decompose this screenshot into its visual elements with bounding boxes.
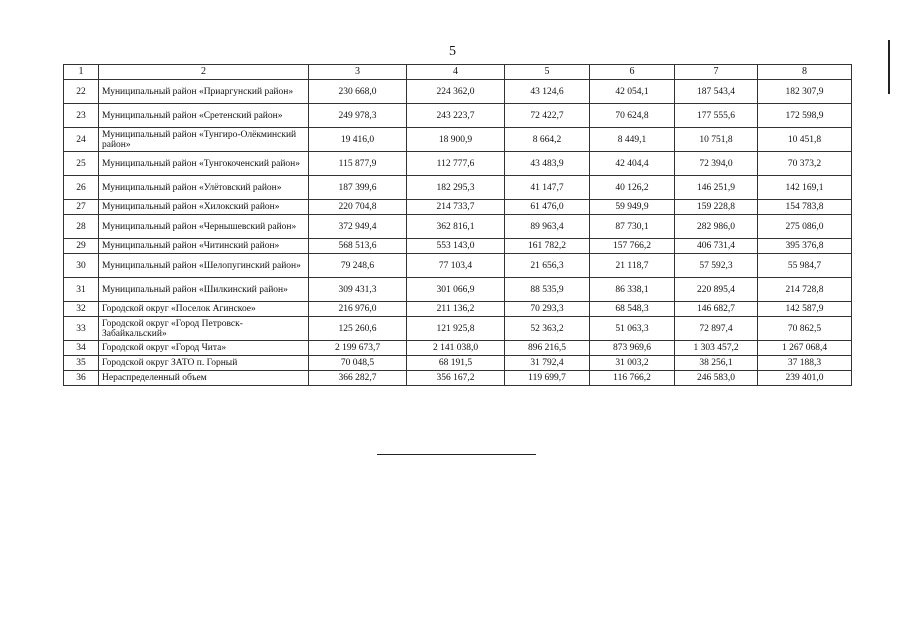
table-row: [64, 200, 852, 215]
value-cell: 896 216,5: [505, 341, 590, 356]
value-cell: 220 895,4: [675, 278, 758, 302]
value-cell: 1 267 068,4: [758, 341, 852, 356]
value-cell: 142 587,9: [758, 302, 852, 317]
value-cell: 177 555,6: [675, 104, 758, 128]
table-row: [64, 215, 852, 239]
value-cell: 309 431,3: [309, 278, 407, 302]
value-cell: 172 598,9: [758, 104, 852, 128]
value-cell: 88 535,9: [505, 278, 590, 302]
value-cell: 31 003,2: [590, 356, 675, 371]
row-index: 27: [64, 200, 99, 215]
row-index: 29: [64, 239, 99, 254]
value-cell: 182 295,3: [407, 176, 505, 200]
value-cell: 10 751,8: [675, 128, 758, 152]
row-index: 36: [64, 371, 99, 386]
value-cell: 37 188,3: [758, 356, 852, 371]
value-cell: 38 256,1: [675, 356, 758, 371]
row-index: 22: [64, 80, 99, 104]
value-cell: 72 394,0: [675, 152, 758, 176]
table-row: [64, 128, 852, 152]
row-index: 28: [64, 215, 99, 239]
table-row: [64, 356, 852, 371]
value-cell: 115 877,9: [309, 152, 407, 176]
value-cell: 214 728,8: [758, 278, 852, 302]
value-cell: 356 167,2: [407, 371, 505, 386]
municipality-name: Муниципальный район «Тунгиро-Олёкминский район»: [99, 128, 309, 152]
value-cell: 301 066,9: [407, 278, 505, 302]
column-header: 3: [309, 65, 407, 80]
row-index: 25: [64, 152, 99, 176]
municipality-name: Муниципальный район «Хилокский район»: [99, 200, 309, 215]
value-cell: 87 730,1: [590, 215, 675, 239]
value-cell: 41 147,7: [505, 176, 590, 200]
value-cell: 159 228,8: [675, 200, 758, 215]
value-cell: 282 986,0: [675, 215, 758, 239]
value-cell: 243 223,7: [407, 104, 505, 128]
value-cell: 72 897,4: [675, 317, 758, 341]
value-cell: 70 862,5: [758, 317, 852, 341]
table-row: [64, 152, 852, 176]
value-cell: 154 783,8: [758, 200, 852, 215]
value-cell: 70 293,3: [505, 302, 590, 317]
value-cell: 873 969,6: [590, 341, 675, 356]
value-cell: 70 048,5: [309, 356, 407, 371]
municipality-name: Муниципальный район «Читинский район»: [99, 239, 309, 254]
value-cell: 214 733,7: [407, 200, 505, 215]
value-cell: 2 141 038,0: [407, 341, 505, 356]
column-header: 5: [505, 65, 590, 80]
value-cell: 31 792,4: [505, 356, 590, 371]
column-header: 4: [407, 65, 505, 80]
value-cell: 187 399,6: [309, 176, 407, 200]
value-cell: 21 656,3: [505, 254, 590, 278]
value-cell: 112 777,6: [407, 152, 505, 176]
municipality-name: Городской округ «Поселок Агинское»: [99, 302, 309, 317]
value-cell: 362 816,1: [407, 215, 505, 239]
municipality-name: Муниципальный район «Приаргунский район»: [99, 80, 309, 104]
value-cell: 10 451,8: [758, 128, 852, 152]
column-header: 8: [758, 65, 852, 80]
value-cell: 59 949,9: [590, 200, 675, 215]
value-cell: 43 483,9: [505, 152, 590, 176]
value-cell: 42 404,4: [590, 152, 675, 176]
table-row: [64, 254, 852, 278]
value-cell: 68 548,3: [590, 302, 675, 317]
value-cell: 51 063,3: [590, 317, 675, 341]
row-index: 34: [64, 341, 99, 356]
municipality-name: Нераспределенный объем: [99, 371, 309, 386]
value-cell: 366 282,7: [309, 371, 407, 386]
table-row: [64, 104, 852, 128]
column-header: 2: [99, 65, 309, 80]
value-cell: 157 766,2: [590, 239, 675, 254]
table-row: [64, 80, 852, 104]
row-index: 23: [64, 104, 99, 128]
value-cell: 86 338,1: [590, 278, 675, 302]
value-cell: 77 103,4: [407, 254, 505, 278]
value-cell: 220 704,8: [309, 200, 407, 215]
municipality-name: Городской округ ЗАТО п. Горный: [99, 356, 309, 371]
value-cell: 79 248,6: [309, 254, 407, 278]
value-cell: 211 136,2: [407, 302, 505, 317]
value-cell: 568 513,6: [309, 239, 407, 254]
municipality-name: Муниципальный район «Шилкинский район»: [99, 278, 309, 302]
value-cell: 21 118,7: [590, 254, 675, 278]
value-cell: 142 169,1: [758, 176, 852, 200]
value-cell: 43 124,6: [505, 80, 590, 104]
table-row: [64, 278, 852, 302]
table-body: [64, 80, 852, 386]
table-row: [64, 302, 852, 317]
table-row: [64, 341, 852, 356]
row-index: 26: [64, 176, 99, 200]
value-cell: 19 416,0: [309, 128, 407, 152]
value-cell: 8 664,2: [505, 128, 590, 152]
value-cell: 18 900,9: [407, 128, 505, 152]
value-cell: 224 362,0: [407, 80, 505, 104]
value-cell: 72 422,7: [505, 104, 590, 128]
municipality-name: Городской округ «Город Петровск-Забайкальский»: [99, 317, 309, 341]
end-rule: [377, 454, 536, 455]
budget-table: [63, 64, 852, 386]
municipality-name: Муниципальный район «Шелопугинский район»: [99, 254, 309, 278]
row-index: 32: [64, 302, 99, 317]
value-cell: 57 592,3: [675, 254, 758, 278]
value-cell: 146 682,7: [675, 302, 758, 317]
row-index: 33: [64, 317, 99, 341]
value-cell: 89 963,4: [505, 215, 590, 239]
municipality-name: Муниципальный район «Тунгокоченский район»: [99, 152, 309, 176]
value-cell: 1 303 457,2: [675, 341, 758, 356]
column-header: 1: [64, 65, 99, 80]
value-cell: 246 583,0: [675, 371, 758, 386]
row-index: 31: [64, 278, 99, 302]
value-cell: 146 251,9: [675, 176, 758, 200]
value-cell: 182 307,9: [758, 80, 852, 104]
value-cell: 40 126,2: [590, 176, 675, 200]
value-cell: 372 949,4: [309, 215, 407, 239]
row-index: 30: [64, 254, 99, 278]
value-cell: 230 668,0: [309, 80, 407, 104]
value-cell: 42 054,1: [590, 80, 675, 104]
page-number: 5: [449, 44, 456, 59]
header-row: [64, 65, 852, 80]
column-header: 6: [590, 65, 675, 80]
value-cell: 406 731,4: [675, 239, 758, 254]
value-cell: 121 925,8: [407, 317, 505, 341]
value-cell: 239 401,0: [758, 371, 852, 386]
value-cell: 2 199 673,7: [309, 341, 407, 356]
value-cell: 52 363,2: [505, 317, 590, 341]
table-row: [64, 176, 852, 200]
value-cell: 249 978,3: [309, 104, 407, 128]
table-row: [64, 317, 852, 341]
value-cell: 125 260,6: [309, 317, 407, 341]
value-cell: 8 449,1: [590, 128, 675, 152]
value-cell: 187 543,4: [675, 80, 758, 104]
value-cell: 70 373,2: [758, 152, 852, 176]
municipality-name: Муниципальный район «Чернышевский район»: [99, 215, 309, 239]
value-cell: 216 976,0: [309, 302, 407, 317]
row-index: 35: [64, 356, 99, 371]
value-cell: 68 191,5: [407, 356, 505, 371]
value-cell: 553 143,0: [407, 239, 505, 254]
table-row: [64, 239, 852, 254]
value-cell: 55 984,7: [758, 254, 852, 278]
municipality-name: Муниципальный район «Улётовский район»: [99, 176, 309, 200]
municipality-name: Муниципальный район «Сретенский район»: [99, 104, 309, 128]
table-row: [64, 371, 852, 386]
column-header: 7: [675, 65, 758, 80]
value-cell: 119 699,7: [505, 371, 590, 386]
value-cell: 161 782,2: [505, 239, 590, 254]
value-cell: 70 624,8: [590, 104, 675, 128]
margin-bar: [888, 40, 890, 94]
value-cell: 395 376,8: [758, 239, 852, 254]
municipality-name: Городской округ «Город Чита»: [99, 341, 309, 356]
value-cell: 275 086,0: [758, 215, 852, 239]
value-cell: 61 476,0: [505, 200, 590, 215]
value-cell: 116 766,2: [590, 371, 675, 386]
row-index: 24: [64, 128, 99, 152]
